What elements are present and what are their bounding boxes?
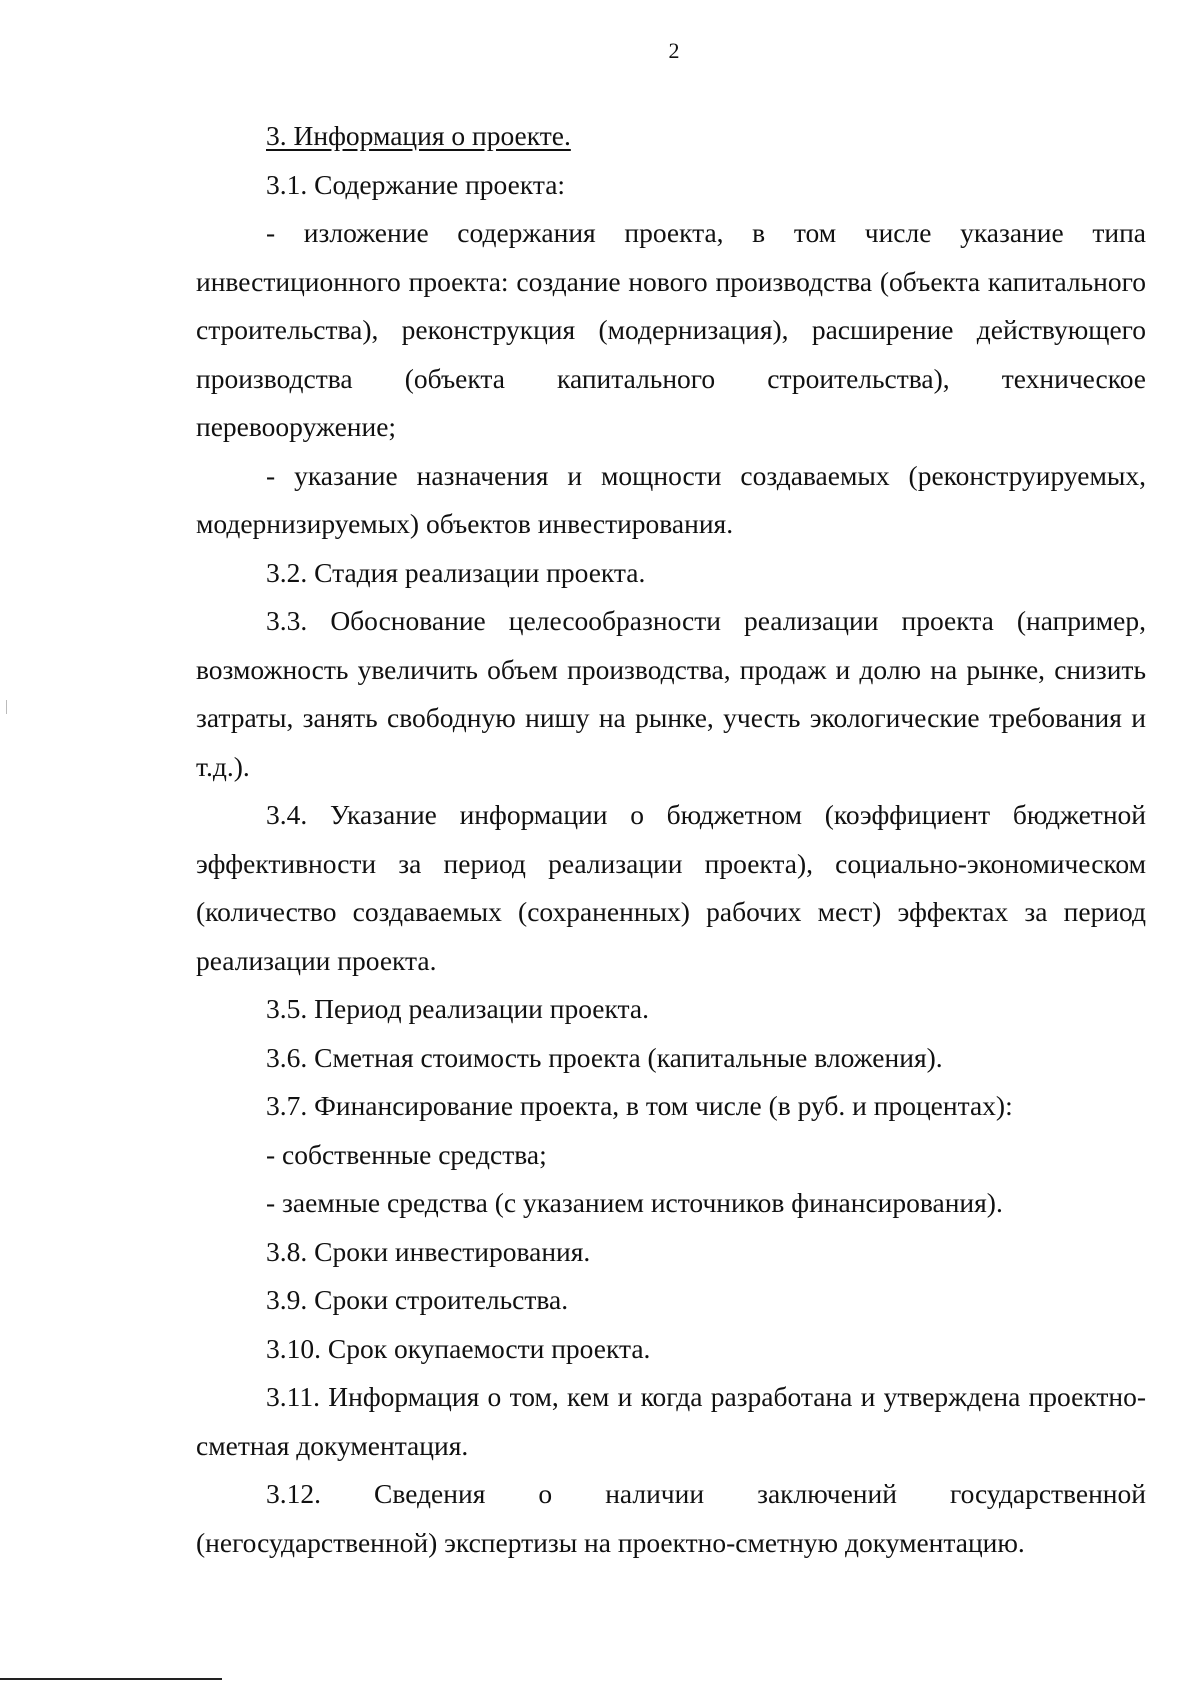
paragraph-3-6: 3.6. Сметная стоимость проекта (капитальные вложения). [266, 1041, 943, 1073]
paragraph-3-10: 3.10. Срок окупаемости проекта. [266, 1332, 651, 1364]
paragraph-3-5: 3.5. Период реализации проекта. [266, 993, 649, 1024]
section-heading [196, 112, 1146, 161]
paragraph-3-3: 3.3. Обоснование целесообразности реализации проекта (например, возможность увеличить объем производства, продаж и долю на рынке, снизить затраты, занять свободную нишу на рынке, учесть экологические требования и т.д.). [196, 605, 1146, 782]
paragraph-3-4: 3.4. Указание информации о бюджетном (коэффициент бюджетной эффективности за период реализации проекта), социально-экономическом (количество создаваемых (сохраненных) рабочих мест) эффектах за период реализации проекта. [196, 799, 1146, 976]
paragraph-3-7-item-b: - заемные средства (с указанием источников финансирования). [266, 1187, 1003, 1218]
footnote-separator [0, 1678, 222, 1680]
paragraph-3-1-item-a: - изложение содержания проекта, в том числе указание типа инвестиционного проекта: создание нового производства (объекта капитального строительства), реконструкция (модернизация), расширение действующего производства (объекта капитального строительства), техническое перевооружение; [196, 217, 1146, 442]
paragraph-3-7-item-a: - собственные средства; [266, 1138, 547, 1170]
paragraph-3-7: 3.7. Финансирование проекта, в том числе (в руб. и процентах): [266, 1090, 1013, 1121]
section-heading-text: 3. Информация о проекте. [266, 120, 571, 151]
paragraph-3-11: 3.11. Информация о том, кем и когда разработана и утверждена проектно-сметная документация. [196, 1381, 1146, 1461]
paragraph-3-8: 3.8. Сроки инвестирования. [266, 1235, 591, 1267]
paragraph-3-12: 3.12. Сведения о наличии заключений государственной (негосударственной) экспертизы на проектно-сметную документацию. [196, 1478, 1146, 1558]
document-body [196, 112, 1146, 1567]
paragraph-3-1: 3.1. Содержание проекта: [266, 168, 566, 200]
page-number: 2 [668, 38, 680, 63]
paragraph-3-9: 3.9. Сроки строительства. [266, 1284, 569, 1315]
paragraph-3-1-item-b: - указание назначения и мощности создаваемых (реконструируемых, модернизируемых) объектов инвестирования. [196, 459, 1146, 539]
scan-margin-mark [6, 700, 7, 714]
paragraph-3-2: 3.2. Стадия реализации проекта. [266, 556, 646, 588]
